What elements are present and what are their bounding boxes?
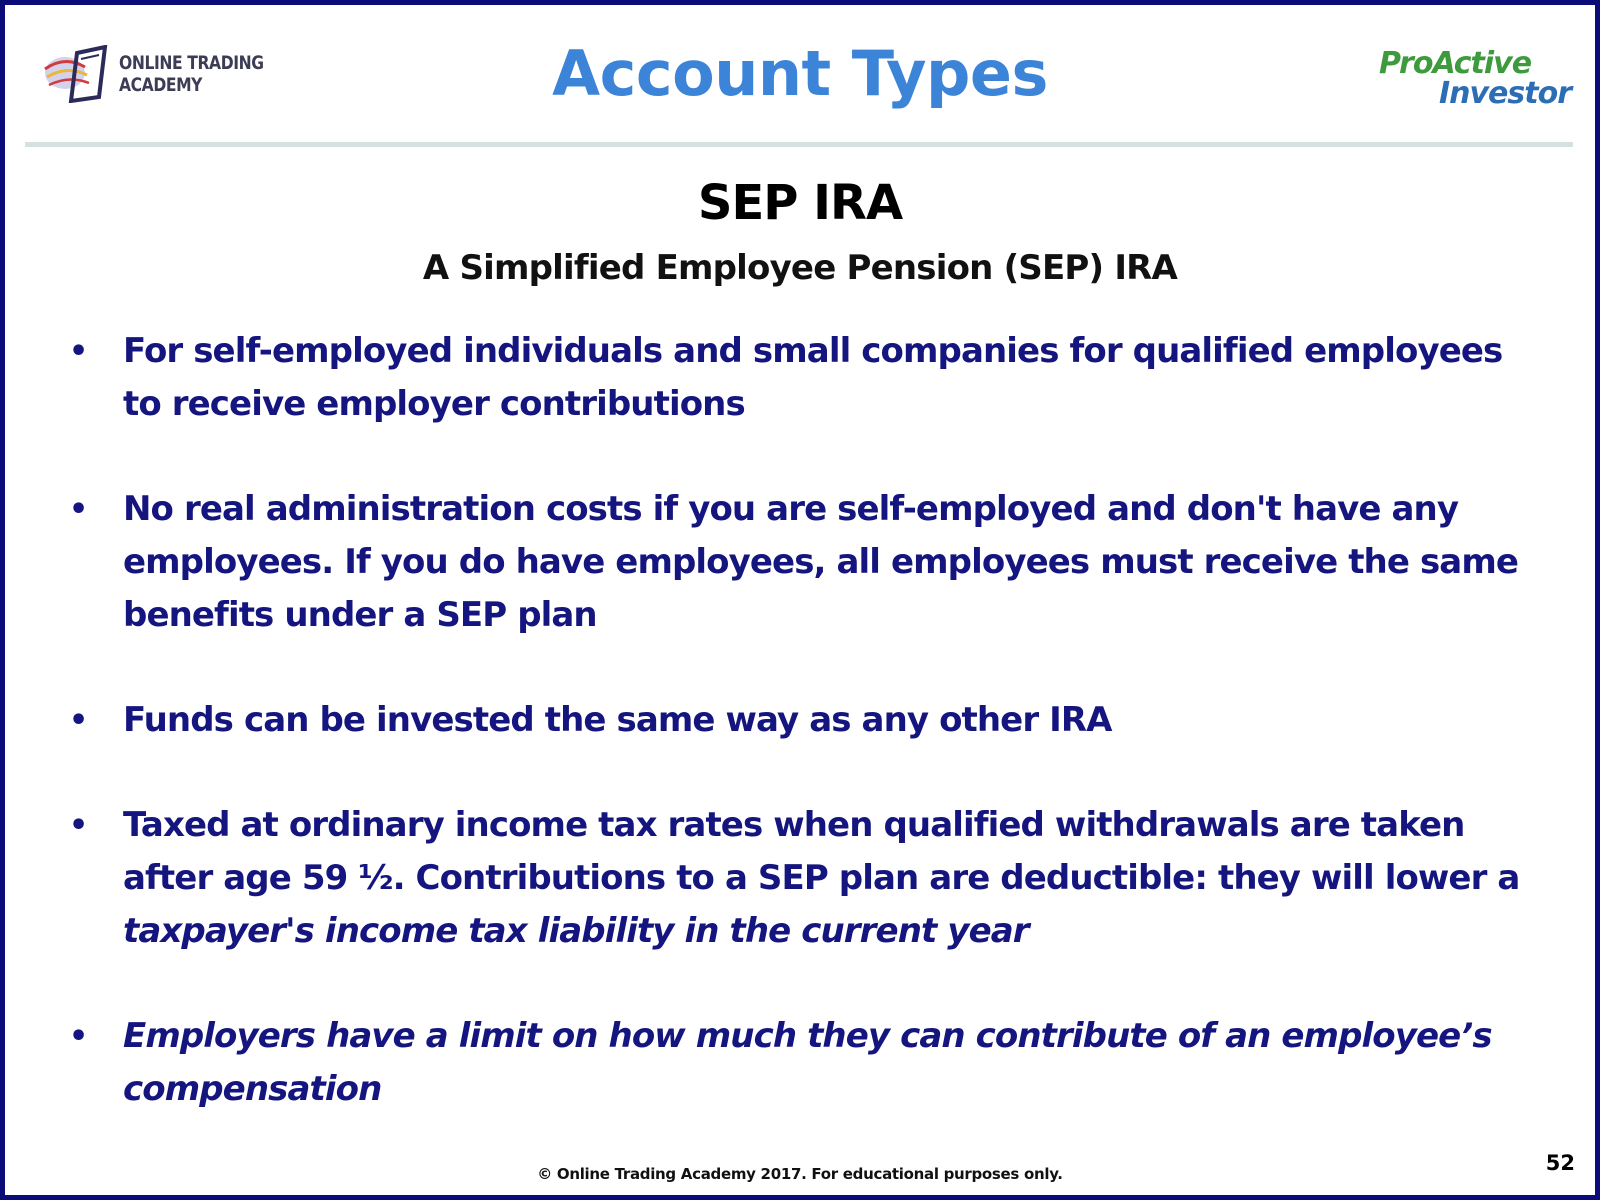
bullet-text: For self-employed individuals and small companies for qualified employees to receive employer contributions <box>123 331 1503 424</box>
bullet-item-2 <box>69 483 1539 642</box>
bullet-item-3 <box>69 694 1539 747</box>
bullet-item-5 <box>69 1010 1539 1116</box>
copyright-footer: © Online Trading Academy 2017. For educational purposes only. <box>537 1165 1063 1183</box>
page-title: Account Types <box>552 37 1048 110</box>
bullet-text: Taxed at ordinary income tax rates when qualified withdrawals are taken after age 59 ½. Contributions to a SEP plan are deductible: they will lower a <box>123 805 1520 898</box>
bullet-text: No real administration costs if you are self-employed and don't have any employees. If you do have employees, all employees must receive the same benefits under a SEP plan <box>123 489 1519 635</box>
logo-right-line-2: Investor <box>1438 76 1571 111</box>
logo-right-line-1: ProActive <box>1378 46 1532 81</box>
bullet-list <box>69 325 1539 1168</box>
logo-line-2: ACADEMY <box>119 74 203 96</box>
bullet-icon: • <box>69 492 88 527</box>
bullet-icon: • <box>69 703 88 738</box>
bullet-italic-text: taxpayer's income tax liability in the current year <box>123 911 1029 951</box>
bullet-italic-text: Employers have a limit on how much they can contribute of an employee’s compensation <box>123 1016 1492 1109</box>
bullet-text: Funds can be invested the same way as any other IRA <box>123 700 1112 740</box>
bullet-icon: • <box>69 808 88 843</box>
bullet-item-4 <box>69 799 1539 958</box>
section-subtitle: A Simplified Employee Pension (SEP) IRA <box>422 248 1178 288</box>
bullet-icon: • <box>69 334 88 369</box>
proactive-investor-logo <box>1378 46 1571 111</box>
page-number: 52 <box>1545 1151 1575 1175</box>
bullet-item-1 <box>69 325 1539 431</box>
header-divider <box>25 142 1573 147</box>
bullet-icon: • <box>69 1019 88 1054</box>
section-title: SEP IRA <box>697 175 903 231</box>
logo-line-1: ONLINE TRADING <box>119 52 264 74</box>
